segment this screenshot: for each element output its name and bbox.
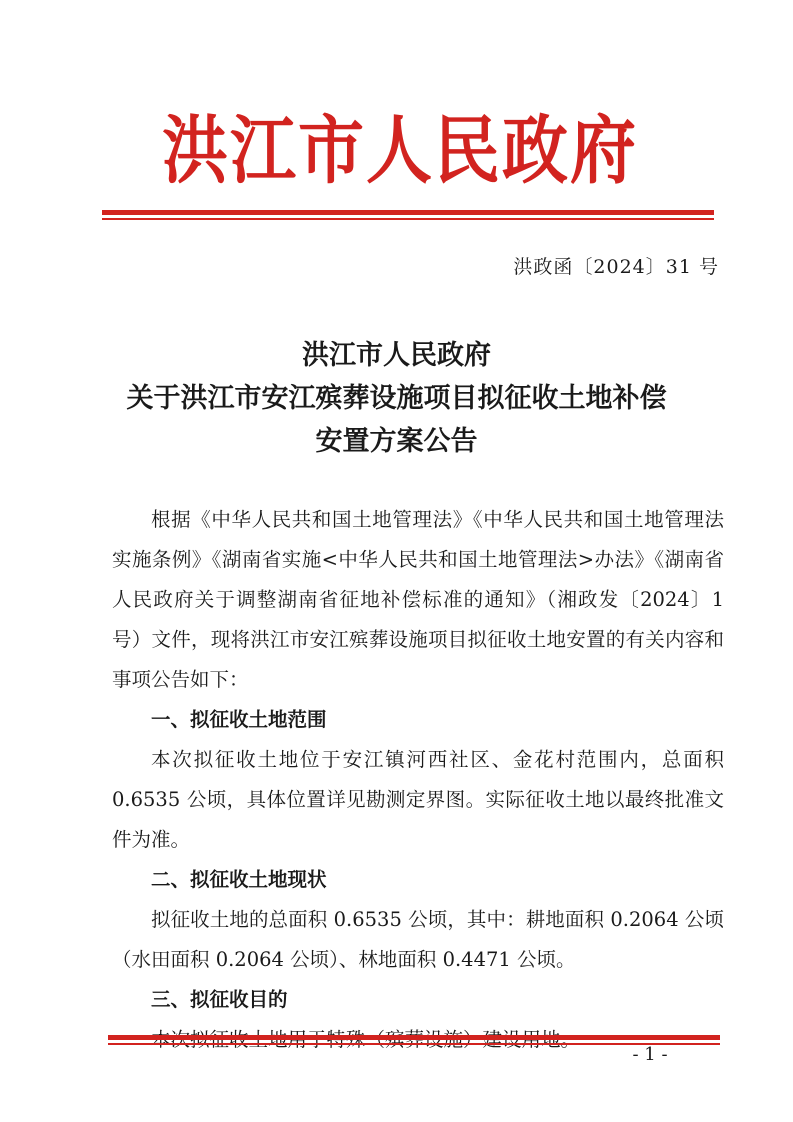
section-paragraph: 本次拟征收土地位于安江镇河西社区、金花村范围内，总面积 0.6535 公顷，具体位置详见勘测定界图。实际征收土地以最终批准文件为准。 bbox=[112, 748, 724, 851]
title-line-3: 安置方案公告 bbox=[315, 426, 478, 457]
section-heading: 三、拟征收目的 bbox=[151, 988, 288, 1011]
footer-rule-thick bbox=[108, 1035, 720, 1040]
header-rule-thin bbox=[102, 218, 714, 220]
section-heading: 一、拟征收土地范围 bbox=[151, 708, 327, 731]
section-paragraph: 拟征收土地的总面积 0.6535 公顷，其中：耕地面积 0.2064 公顷（水田面积 0.2064 公顷）、林地面积 0.4471 公顷。 bbox=[112, 908, 724, 971]
title-line-1: 洪江市人民政府 bbox=[302, 340, 491, 371]
document-title bbox=[60, 334, 733, 463]
intro-paragraph: 根据《中华人民共和国土地管理法》《中华人民共和国土地管理法实施条例》《湖南省实施<中华人民共和国土地管理法>办法》《湖南省人民政府关于调整湖南省征地补偿标准的通知》（湘政发〔2024〕1 号）文件，现将洪江市安江殡葬设施项目拟征收土地安置的有关内容和事项公告如下： bbox=[112, 508, 724, 691]
header-rule-thick bbox=[102, 210, 714, 215]
page-number: - 1 - bbox=[632, 1044, 668, 1065]
section-heading: 二、拟征收土地现状 bbox=[151, 868, 327, 891]
document-body bbox=[112, 500, 724, 1060]
title-line-2: 关于洪江市安江殡葬设施项目拟征收土地补偿 bbox=[126, 383, 667, 414]
masthead-title: 洪江市人民政府 bbox=[162, 106, 638, 194]
document-number: 洪政函〔2024〕31 号 bbox=[513, 256, 719, 278]
